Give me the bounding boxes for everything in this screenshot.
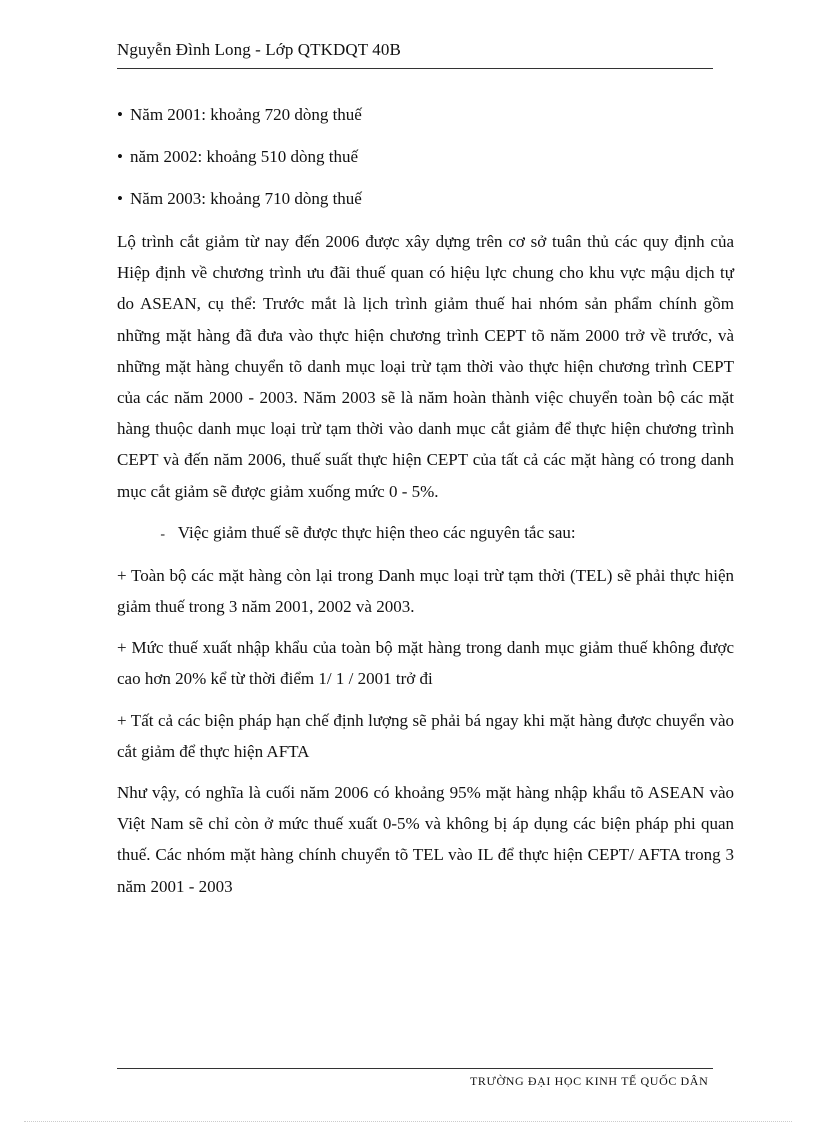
bullet-dot: • [117, 189, 123, 208]
bullet-text: năm 2002: khoảng 510 dòng thuế [130, 147, 359, 166]
bullet-text: Năm 2003: khoảng 710 dòng thuế [130, 189, 362, 208]
principles-intro [117, 517, 734, 550]
header-divider [117, 68, 713, 69]
principles-intro-text: Việc giảm thuế sẽ được thực hiện theo các nguyên tắc sau: [177, 522, 576, 542]
conclusion-paragraph: Như vậy, có nghĩa là cuối năm 2006 có khoảng 95% mặt hàng nhập khẩu tõ ASEAN vào Việt Nam sẽ chỉ còn ở mức thuế xuất 0-5% và không bị áp dụng các biện pháp phi quan thuế. Các nhóm mặt hàng chính chuyển tõ TEL vào IL để thực hiện CEPT/ AFTA trong 3 năm 2001 - 2003 [117, 783, 734, 896]
bullet-item-2001 [117, 100, 734, 142]
bullet-item-2003 [117, 184, 734, 226]
bullet-text: Năm 2001: khoảng 720 dòng thuế [130, 105, 362, 124]
page-header: Nguyễn Đình Long - Lớp QTKDQT 40B [117, 40, 401, 59]
page-edge-marker [24, 1121, 792, 1122]
bullet-item-2002 [117, 142, 734, 184]
roadmap-paragraph: Lộ trình cắt giảm từ nay đến 2006 được xây dựng trên cơ sở tuân thủ các quy định của Hiệp định về chương trình ưu đãi thuế quan có hiệu lực chung cho khu vực mậu dịch tự do ASEAN, cụ thể: Trước mắt là lịch trình giảm thuế hai nhóm sản phẩm chính gồm những mặt hàng đã đưa vào thực hiện chương trình CEPT tõ năm 2000 trở về trước, và những mặt hàng chuyển tõ danh mục loại trừ tạm thời vào thực hiện chương trình CEPT của các năm 2000 - 2003. Năm 2003 sẽ là năm hoàn thành việc chuyển toàn bộ các mặt hàng thuộc danh mục loại trừ tạm thời vào danh mục cắt giảm để thực hiện chương trình CEPT và đến năm 2006, thuế suất thực hiện CEPT của tất cả các mặt hàng có trong danh mục cắt giảm sẽ được giảm xuống mức 0 - 5%. [117, 232, 734, 501]
principle-item-quantitative: + Tất cả các biện pháp hạn chế định lượng sẽ phải bá ngay khi mặt hàng được chuyển vào cắt giảm để thực hiện AFTA [117, 710, 734, 761]
principle-item-tariff-cap: + Mức thuế xuất nhập khẩu của toàn bộ mặt hàng trong danh mục giảm thuế không được cao hơn 20% kể từ thời điểm 1/ 1 / 2001 trở đi [117, 638, 734, 689]
page-footer: TRƯỜNG ĐẠI HỌC KINH TẾ QUỐC DÂN [470, 1074, 709, 1088]
principle-item-tel: + Toàn bộ các mặt hàng còn lại trong Danh mục loại trừ tạm thời (TEL) sẽ phải thực hiện giảm thuế trong 3 năm 2001, 2002 và 2003. [117, 565, 734, 617]
footer-divider [117, 1068, 713, 1069]
bullet-dot: • [117, 105, 123, 124]
bullet-dot: • [117, 147, 123, 166]
dash-marker: - [160, 526, 165, 542]
document-body [117, 100, 734, 902]
